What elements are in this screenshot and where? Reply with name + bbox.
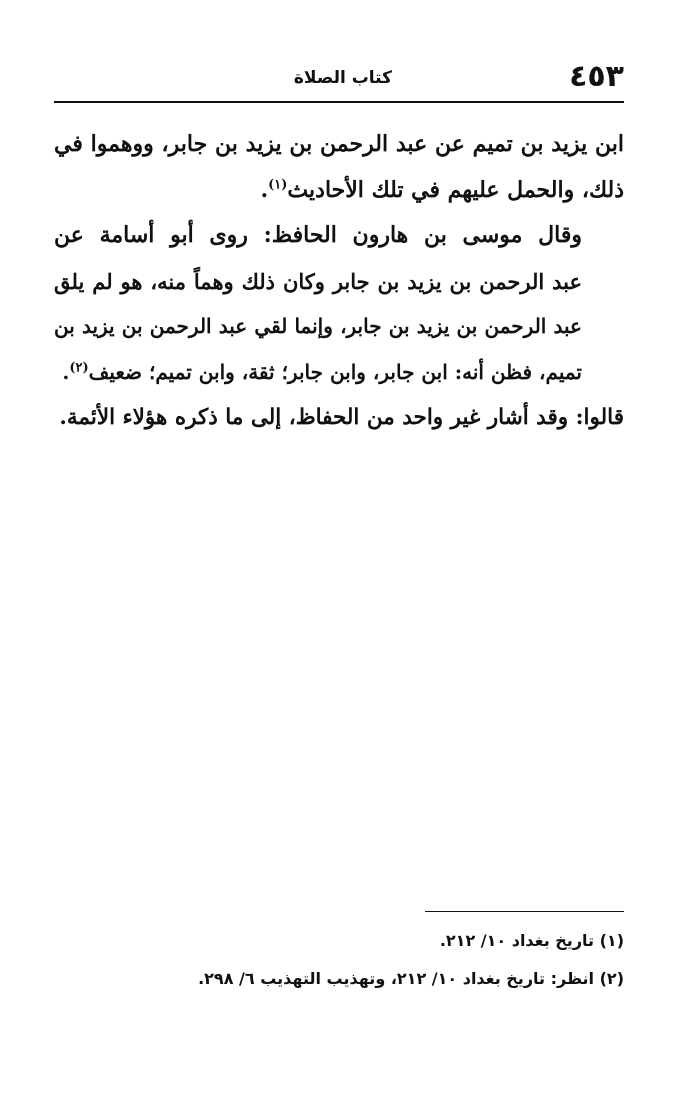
text-line: عبد الرحمن بن يزيد بن جابر، وإنما لقي عبد الرحمن بن يزيد بن <box>54 314 582 338</box>
text-line: وقال موسى بن هارون الحافظ: روى أبو أسامة عن <box>54 222 582 248</box>
text-run: . <box>62 359 70 384</box>
footnote-marker[interactable]: (٢) <box>69 359 89 375</box>
text-line: عبد الرحمن بن يزيد بن جابر وكان ذلك وهماً منه، هو لم يلق <box>54 268 582 294</box>
text-line <box>54 350 624 396</box>
text-line: ابن يزيد بن تميم عن عبد الرحمن بن يزيد بن جابر، ووهموا في <box>54 131 624 157</box>
header-divider <box>54 101 624 103</box>
text-run: . <box>260 176 269 203</box>
text-line: قالوا: وقد أشار غير واحد من الحفاظ، إلى ما ذكره هؤلاء الأئمة. <box>59 405 624 430</box>
footnote-divider <box>425 911 624 912</box>
footnote-1: (١) تاريخ بغداد ١٠/ ٢١٢. <box>439 931 624 950</box>
footnotes <box>54 922 624 998</box>
paragraph-1 <box>54 122 624 213</box>
running-title: كتاب الصلاة <box>293 68 392 88</box>
page-number: ٤٥٣ <box>569 59 624 94</box>
paragraph-3 <box>54 395 624 441</box>
page-header <box>58 58 624 98</box>
body-text <box>54 122 624 441</box>
footnote-2: (٢) انظر: تاريخ بغداد ١٠/ ٢١٢، وتهذيب التهذيب ٦/ ٢٩٨. <box>198 969 624 988</box>
text-line <box>54 168 624 214</box>
text-run: ذلك، والحمل عليهم في تلك الأحاديث <box>287 176 624 203</box>
paragraph-2 <box>54 213 624 395</box>
text-run: تميم، فظن أنه: ابن جابر، وابن جابر؛ ثقة، وابن تميم؛ ضعيف <box>88 359 582 384</box>
footnote-marker[interactable]: (١) <box>268 177 288 193</box>
